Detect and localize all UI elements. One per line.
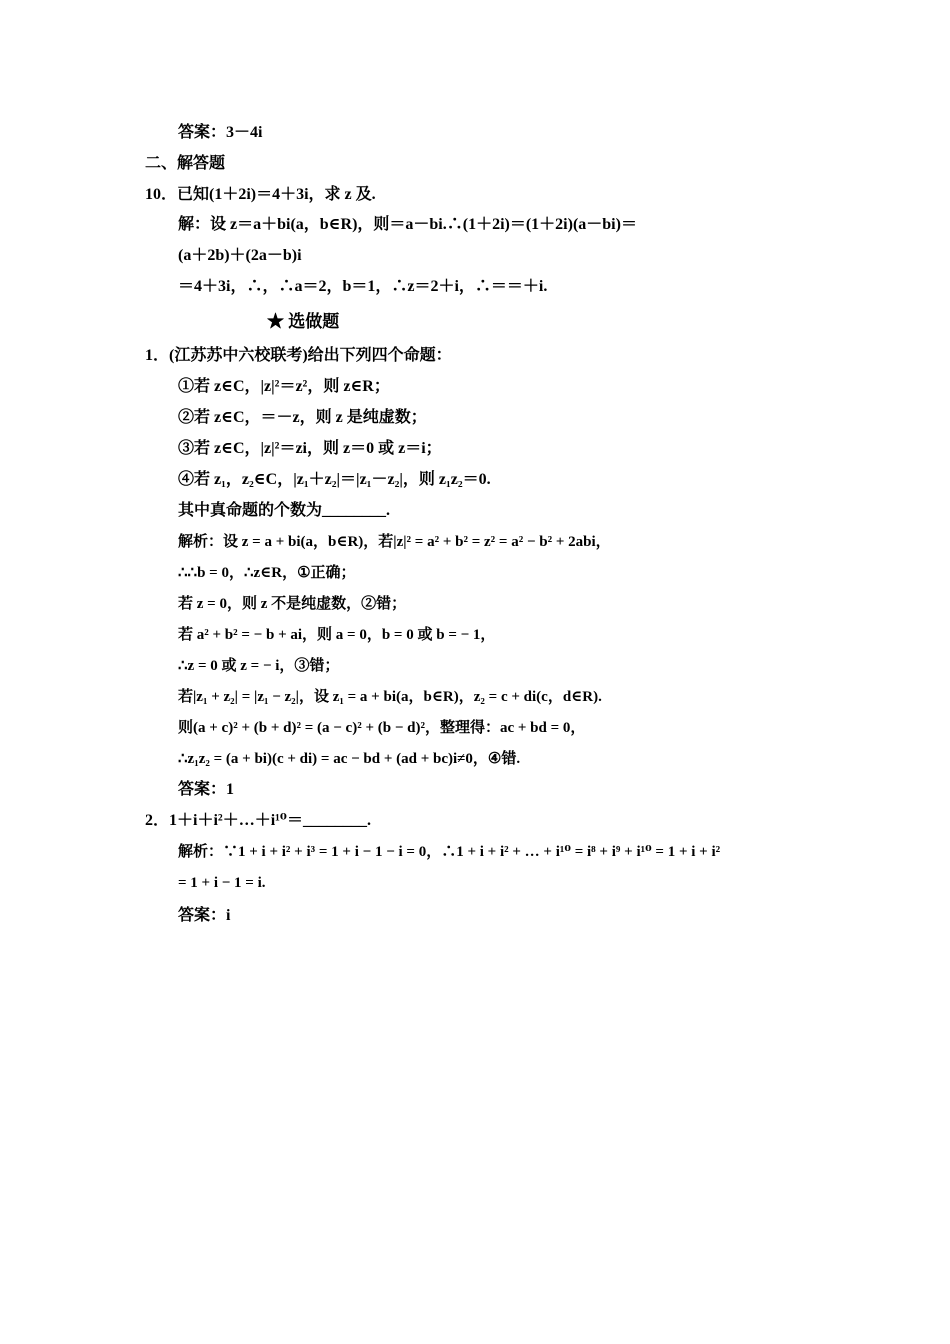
question-1-analysis-line: 若 z = 0，则 z 不是纯虚数，②错； [178, 596, 407, 612]
optional-section-heading: ★ 选做题 [267, 312, 340, 331]
question-2-answer: 答案：i [178, 907, 231, 924]
question-1-answer: 答案：1 [178, 781, 235, 798]
question-10-solution-line: (a＋2b)＋(2a－b)i [178, 247, 302, 264]
question-10-solution-line: ＝4＋3i，∴，∴a＝2，b＝1，∴z＝2＋i，∴＝＝＋i. [178, 278, 548, 295]
question-2-analysis-line: 解析：∵1 + i + i² + i³ = 1 + i − 1 − i = 0，∴1 + i + i² + … + i¹⁰ = i⁸ + i⁹ + i¹⁰ = 1 + i + i² [178, 844, 721, 860]
question-1-analysis-line: ∴z₁z₂ = (a + bi)(c + di) = ac − bd + (ad + bc)i≠0，④错. [178, 751, 521, 767]
question-2-analysis-line: = 1 + i − 1 = i. [178, 875, 266, 891]
question-1-analysis-line: ∴z = 0 或 z = − i，③错； [178, 658, 340, 674]
question-1-proposition: ②若 z∈C，＝－z，则 z 是纯虚数； [178, 409, 427, 426]
question-1-proposition: ①若 z∈C，|z|²＝z²，则 z∈R； [178, 378, 390, 395]
question-1-analysis-line: 解析：设 z = a + bi(a，b∈R)，若|z|² = a² + b² = z² = a² − b² + 2abi， [178, 534, 611, 550]
question-1-analysis-line: 若 a² + b² = − b + ai，则 a = 0，b = 0 或 b = − 1， [178, 627, 496, 643]
question-1-proposition: ③若 z∈C，|z|²＝zi，则 z＝0 或 z＝i； [178, 440, 442, 457]
question-1-analysis-line: ∴∴b = 0，∴z∈R，①正确； [178, 565, 356, 581]
question-1-proposition: ④若 z₁，z₂∈C，|z₁＋z₂|＝|z₁－z₂|，则 z₁z₂＝0. [178, 471, 491, 488]
question-1-stem: 1．(江苏苏中六校联考)给出下列四个命题： [145, 347, 452, 364]
question-1-analysis-line: 若|z₁ + z₂| = |z₁ − z₂|，设 z₁ = a + bi(a，b∈R)，z₂ = c + di(c，d∈R). [178, 689, 602, 705]
question-10-stem: 10．已知(1＋2i)＝4＋3i，求 z 及. [145, 186, 376, 203]
question-10-solution-line: 解：设 z＝a＋bi(a，b∈R)，则＝a－bi.∴(1＋2i)＝(1＋2i)(a－bi)＝ [178, 216, 637, 233]
section-heading: 二、解答题 [145, 155, 226, 172]
question-1-analysis-line: 则(a + c)² + (b + d)² = (a − c)² + (b − d)²，整理得：ac + bd = 0， [178, 720, 586, 736]
question-1-prompt: 其中真命题的个数为________. [178, 502, 391, 519]
answer-line: 答案：3－4i [178, 124, 263, 141]
question-2-stem: 2．1＋i＋i²＋…＋i¹⁰＝________. [145, 812, 371, 829]
